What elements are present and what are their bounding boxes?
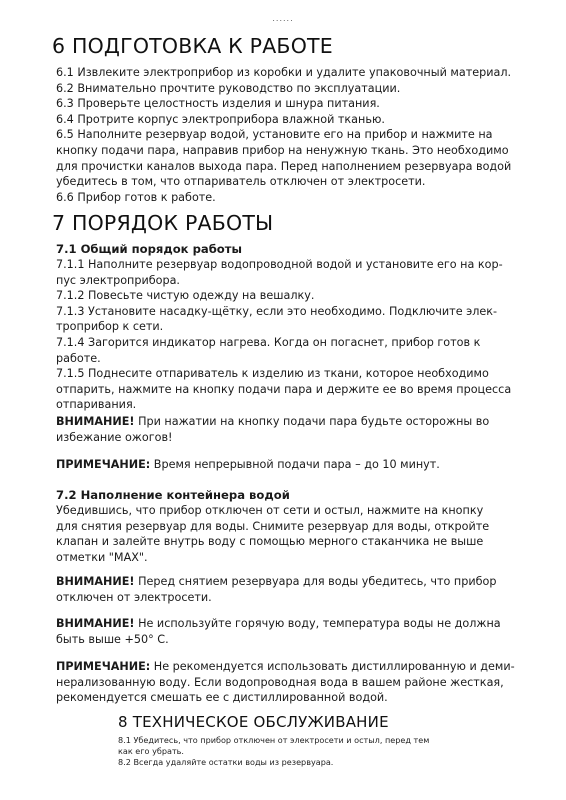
section-6-body [56, 65, 526, 205]
section-6-line: 6.4 Протрите корпус электроприбора влажной тканью. [56, 112, 385, 126]
warning-line: быть выше +50° С. [56, 632, 169, 646]
subsection-7-2-line: для снятия резервуар для воды. Снимите резервуар для воды, откройте [56, 519, 490, 533]
subsection-7-2-body [56, 503, 526, 565]
subsection-7-1-body [56, 257, 526, 413]
subsection-7-1-line: 7.1.1 Наполните резервуар водопроводной водой и установите его на кор- [56, 258, 503, 271]
subsection-7-1-line: 7.1.4 Загорится индикатор нагрева. Когда он погаснет, прибор готов к [56, 335, 481, 349]
section-6-line: убедитесь в том, что отпариватель отключен от электросети. [56, 175, 426, 189]
subsection-7-1-line: работе. [56, 351, 101, 365]
note-steam-duration [56, 457, 526, 473]
warning-line: отключен от электросети. [56, 590, 212, 604]
note-text: Время непрерывной подачи пара – до 10 минут. [150, 458, 440, 471]
note-line: рекомендуется смешать ее с дистиллированной водой. [56, 691, 388, 705]
section-8-line: 8.1 Убедитесь, что прибор отключен от электросети и остыл, перед тем [118, 735, 430, 745]
note-line [56, 457, 526, 473]
note-label: ПРИМЕЧАНИЕ: [56, 660, 151, 673]
warning-water-temperature [56, 616, 526, 647]
subsection-7-2-line: клапан и залейте внутрь воду с помощью мерного стаканчика не выше [56, 535, 484, 549]
section-6-line: 6.5 Наполните резервуар водой, установите его на прибор и нажмите на [56, 128, 493, 142]
subsection-7-1-line: отпарить, нажмите на кнопку подачи пара и держите ее во время процесса [56, 382, 512, 396]
warning-text: Перед снятием резервуара для воды убедитесь, что прибор [134, 575, 497, 588]
warning-text: Не используйте горячую воду, температура воды не должна [134, 617, 501, 630]
note-label: ПРИМЕЧАНИЕ: [56, 458, 151, 471]
section-6-line: 6.6 Прибор готов к работе. [56, 190, 216, 204]
section-8-line: 8.2 Всегда удаляйте остатки воды из резервуара. [118, 757, 334, 767]
warning-line: избежание ожогов! [56, 430, 173, 444]
section-8-line: как его убрать. [118, 746, 185, 756]
warning-text: При нажатии на кнопку подачи пара будьте осторожны во [134, 415, 490, 428]
section-8-body [118, 735, 478, 768]
section-6-line: 6.2 Внимательно прочтите руководство по эксплуатации. [56, 81, 401, 95]
section-6-line: для прочистки каналов выхода пара. Перед наполнением резервуара водой [56, 159, 512, 173]
subsection-7-1-line: 7.1.3 Установите насадку-щётку, если это необходимо. Подключите элек- [56, 304, 498, 318]
warning-label: ВНИМАНИЕ! [56, 617, 135, 630]
subsection-7-1-title: 7.1 Общий порядок работы [56, 242, 242, 256]
warning-line [56, 414, 526, 430]
subsection-7-2-title: 7.2 Наполнение контейнера водой [56, 488, 290, 502]
warning-line [56, 574, 526, 590]
section-6-line: 6.1 Извлеките электроприбор из коробки и удалите упаковочный материал. [56, 66, 512, 79]
top-mark: ...... [272, 14, 294, 23]
warning-label: ВНИМАНИЕ! [56, 415, 135, 428]
warning-steam-burns [56, 414, 526, 445]
section-6-line: 6.3 Проверьте целостность изделия и шнура питания. [56, 97, 380, 111]
subsection-7-1-line: троприбор к сети. [56, 320, 164, 334]
subsection-7-1-line: пус электроприбора. [56, 273, 180, 287]
note-line: нерализованную воду. Если водопроводная вода в вашем районе жесткая, [56, 675, 504, 689]
subsection-7-2-line: Убедившись, что прибор отключен от сети и остыл, нажмите на кнопку [56, 504, 484, 517]
subsection-7-1-line: 7.1.5 Поднесите отпариватель к изделию из ткани, которое необходимо [56, 367, 489, 381]
warning-label: ВНИМАНИЕ! [56, 575, 135, 588]
section-8-heading: 8 ТЕХНИЧЕСКОЕ ОБСЛУЖИВАНИЕ [118, 713, 389, 731]
note-text: Не рекомендуется использовать дистиллированную и деми- [150, 660, 515, 673]
warning-line [56, 616, 526, 632]
note-water-type [56, 659, 526, 706]
warning-unplug [56, 574, 526, 605]
subsection-7-2-line: отметки "MAX". [56, 550, 148, 564]
subsection-7-1-line: отпаривания. [56, 398, 137, 412]
section-7-heading: 7 ПОРЯДОК РАБОТЫ [52, 211, 274, 235]
section-6-heading: 6 ПОДГОТОВКА К РАБОТЕ [52, 34, 333, 58]
section-6-line: кнопку подачи пара, направив прибор на ненужную ткань. Это необходимо [56, 143, 509, 157]
subsection-7-1-line: 7.1.2 Повесьте чистую одежду на вешалку. [56, 289, 315, 303]
note-line [56, 659, 526, 675]
